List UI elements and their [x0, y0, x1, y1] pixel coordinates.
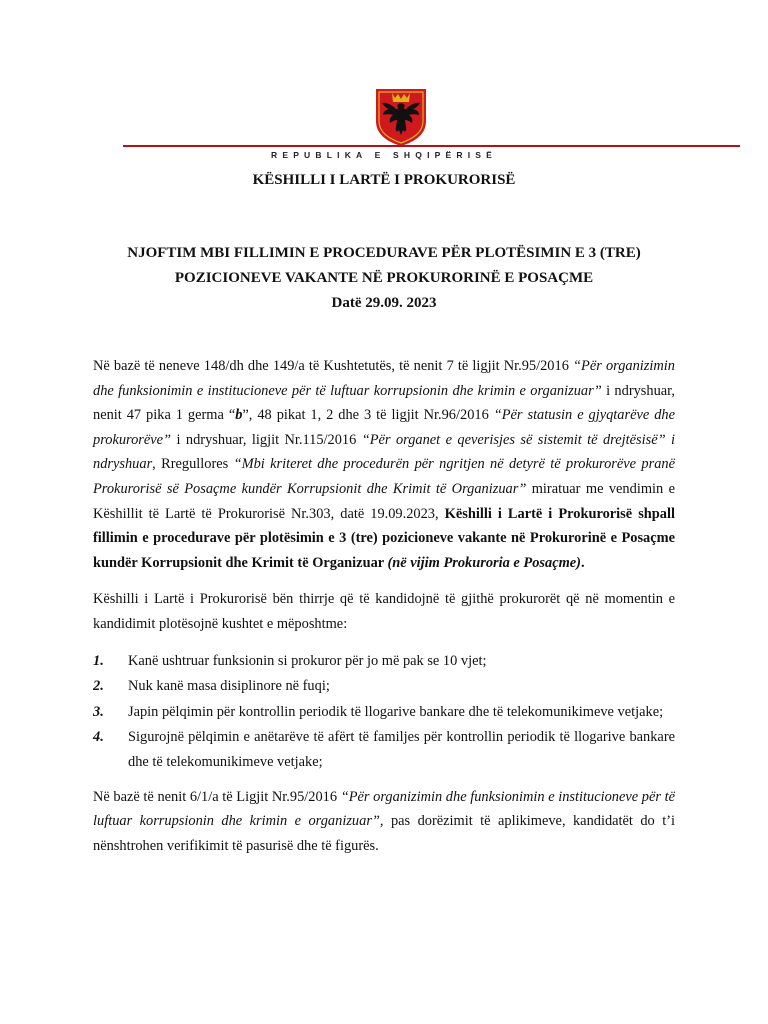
title-line-1: NJOFTIM MBI FILLIMIN E PROCEDURAVE PËR PLOTËSIMIN E 3 (TRE) [127, 245, 641, 261]
header-divider [123, 145, 740, 147]
p1-segment: miratuar me vendimin e Këshillit të Lartë të Prokurorisë Nr.303, datë 19.09.2023, [93, 480, 675, 522]
list-text: Kanë ushtruar funksionin si prokuror për jo më pak se 10 vjet; [128, 652, 487, 669]
p3-segment: pas dorëzimit të aplikimeve, kandidatët do t’i nënshtrohen verifikimit të pasurisë dhe të figurës. [93, 813, 675, 854]
list-number: 4. [93, 729, 104, 746]
law-title-citation: “Për organizimin dhe funksionimin e institucioneve për të luftuar korrupsionin dhe krimin e organizuar”, [93, 788, 676, 830]
conditions-list [93, 649, 675, 775]
list-item [93, 700, 675, 725]
law-title-citation: “Për organet e qeverisjes së sistemit të drejtësisë” i ndryshuar [93, 431, 675, 473]
law-title-citation: “Për organizimin dhe funksionimin e institucioneve për të luftuar korrupsionin dhe krimin e organizuar” [93, 358, 675, 399]
notice-date: Datë 29.09. 2023 [331, 295, 437, 311]
p1-segment: i ndryshuar, nenit 47 pika 1 germa “ [93, 382, 675, 424]
notice-title [0, 241, 768, 316]
p1-segment: . [580, 554, 585, 571]
announcement-statement: Këshilli i Lartë i Prokurorisë shpall fillimin e procedurave për plotësimin e 3 (tre) pozicioneve vakante në Prokurorinë e Posaçme kundër Korrupsionit dhe Krimit të Organizuar [93, 505, 675, 571]
law-title-citation: “Për statusin e gjyqtarëve dhe prokurorëve” [93, 407, 675, 448]
verification-paragraph [93, 785, 675, 859]
list-item [93, 649, 675, 674]
p3-segment: Në bazë të nenit 6/1/a të Ligjit Nr.95/2016 [93, 788, 341, 805]
abbreviation-note: (në vijim Prokuroria e Posaçme) [387, 554, 581, 571]
document-body [93, 354, 675, 858]
letter-citation: b [235, 407, 243, 424]
p1-segment: , Rregullores [152, 456, 234, 473]
council-name: KËSHILLI I LARTË I PROKURORISË [252, 172, 516, 188]
p1-segment: ”, 48 pikat 1, 2 dhe 3 të ligjit Nr.96/2016 [242, 407, 494, 424]
republic-name: REPUBLIKA E SHQIPËRISË [270, 150, 498, 160]
list-number: 1. [93, 652, 104, 669]
coat-of-arms [374, 87, 428, 147]
p1-segment: i ndryshuar, ligjit Nr.115/2016 [171, 431, 362, 448]
list-item [93, 674, 675, 699]
list-text: Japin pëlqimin për kontrollin periodik të llogarive bankare dhe të telekomunikimeve vetjake; [128, 703, 664, 720]
list-number: 3. [93, 703, 104, 720]
p1-segment: Në bazë të neneve 148/dh dhe 149/a të Kushtetutës, të nenit 7 të ligjit Nr.95/2016 [93, 358, 574, 374]
list-item [93, 725, 675, 774]
list-text: Sigurojnë pëlqimin e anëtarëve të afërt të familjes për kontrollin periodik të llogarive bankare dhe të telekomunikimeve vetjake; [128, 729, 675, 770]
list-number: 2. [93, 678, 104, 695]
call-paragraph: Këshilli i Lartë i Prokurorisë bën thirrje që të kandidojnë të gjithë prokurorët që në momentin e kandidimit plotësojnë kushtet e mëposhtme: [93, 591, 675, 632]
regulation-title-citation: “Mbi kriteret dhe procedurën për ngritjen në detyrë të prokurorëve pranë Prokurorisë së Posaçme kundër Korrupsionit dhe Krimit të Organizuar” [93, 456, 675, 497]
albanian-double-headed-eagle-icon [374, 87, 428, 147]
list-text: Nuk kanë masa disiplinore në fuqi; [128, 678, 330, 695]
title-line-2: POZICIONEVE VAKANTE NË PROKURORINË E POSAÇME [174, 270, 594, 286]
legal-basis-paragraph [93, 354, 675, 575]
